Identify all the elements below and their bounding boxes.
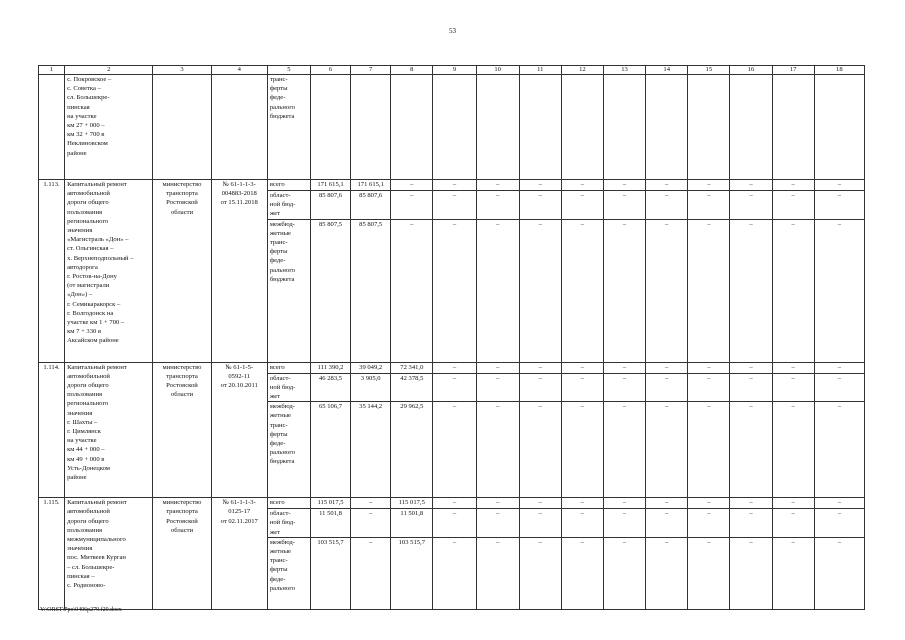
amount-cell: – xyxy=(646,180,688,191)
amount-cell: – xyxy=(730,402,772,498)
amount-cell: – xyxy=(603,402,645,498)
amount-cell: – xyxy=(561,373,603,402)
amount-c7: – xyxy=(351,498,391,509)
cell-empty xyxy=(772,75,814,180)
amount-cell: – xyxy=(476,537,519,609)
amount-cell: – xyxy=(603,219,645,362)
cell-num xyxy=(39,75,65,180)
funding-source: межбюд- жетные транс- ферты феде- рального xyxy=(267,537,310,609)
amount-cell: – xyxy=(772,362,814,373)
amount-cell: – xyxy=(646,219,688,362)
cell-doc xyxy=(211,75,267,180)
document-ref: № 61-1-1-3- 004883-2018 от 15.11.2018 xyxy=(211,180,267,363)
amount-cell: – xyxy=(433,373,476,402)
amount-cell: – xyxy=(519,191,561,220)
amount-cell: – xyxy=(519,373,561,402)
amount-c6: 85 807,6 xyxy=(310,191,350,220)
funding-source: област- ной бюд- жет xyxy=(267,191,310,220)
amount-cell: – xyxy=(476,180,519,191)
amount-cell: – xyxy=(519,402,561,498)
funding-source: област- ной бюд- жет xyxy=(267,373,310,402)
amount-cell: – xyxy=(730,373,772,402)
amount-cell: – xyxy=(772,180,814,191)
amount-cell: – xyxy=(730,509,772,538)
amount-cell: – xyxy=(561,191,603,220)
funding-source: всего xyxy=(267,498,310,509)
table-row xyxy=(39,180,865,191)
row-number: 1.113. xyxy=(39,180,65,363)
amount-cell: – xyxy=(688,537,730,609)
file-path-footer: Y:\ORST\Ppo\0406p279.f20.docx xyxy=(40,607,122,613)
amount-cell: – xyxy=(433,498,476,509)
row-number: 1.115. xyxy=(39,498,65,610)
amount-cell: – xyxy=(476,219,519,362)
amount-cell: – xyxy=(561,537,603,609)
amount-cell: – xyxy=(730,180,772,191)
amount-cell: – xyxy=(772,402,814,498)
column-number: 9 xyxy=(433,66,476,75)
amount-cell: – xyxy=(433,191,476,220)
amount-cell: – xyxy=(814,219,864,362)
amount-c7: – xyxy=(351,509,391,538)
amount-cell: – xyxy=(519,180,561,191)
amount-cell: – xyxy=(561,402,603,498)
amount-c7: 35 144,2 xyxy=(351,402,391,498)
amount-cell: – xyxy=(476,362,519,373)
cell-empty xyxy=(351,75,391,180)
amount-c7: 3 905,0 xyxy=(351,373,391,402)
amount-cell: – xyxy=(730,219,772,362)
cell-empty xyxy=(519,75,561,180)
customer: министерство транспорта Ростовской области xyxy=(153,362,211,498)
amount-cell: – xyxy=(433,509,476,538)
cell-object: с. Покровское – с. Советка – сл. Большекре- пинская на участке км 27 + 000 – км 32 + 700 в Неклиновском районе xyxy=(65,75,153,180)
amount-cell: – xyxy=(433,402,476,498)
amount-cell: – xyxy=(646,509,688,538)
amount-cell: – xyxy=(561,219,603,362)
row-number: 1.114. xyxy=(39,362,65,498)
amount-cell: 11 501,8 xyxy=(391,509,433,538)
cell-customer xyxy=(153,75,211,180)
amount-c7: 171 615,1 xyxy=(351,180,391,191)
amount-cell: – xyxy=(433,362,476,373)
amount-c6: 46 283,5 xyxy=(310,373,350,402)
amount-cell: – xyxy=(646,402,688,498)
column-number: 18 xyxy=(814,66,864,75)
amount-cell: – xyxy=(391,219,433,362)
amount-c7: – xyxy=(351,537,391,609)
amount-cell: – xyxy=(561,498,603,509)
funding-source: област- ной бюд- жет xyxy=(267,509,310,538)
amount-cell: – xyxy=(391,191,433,220)
object-name: Капитальный ремонт автомобильной дороги общего пользования регионального значения «Магистраль «Дон» – ст. Ольгинская – х. Верхнеподпольный – автодорога г. Ростов-на-Дону (от магистрали «Дон») – г. Семикаракорск – г. Волгодонск на участке км 1 + 700 – км 7 + 330 в Аксайском районе xyxy=(65,180,153,363)
cell-empty xyxy=(561,75,603,180)
amount-cell: – xyxy=(519,362,561,373)
customer: министерство транспорта Ростовской области xyxy=(153,498,211,610)
table-row xyxy=(39,362,865,373)
page-number: 53 xyxy=(449,27,456,35)
amount-cell: – xyxy=(730,362,772,373)
amount-cell: – xyxy=(476,402,519,498)
amount-cell: – xyxy=(772,219,814,362)
amount-cell: 42 378,5 xyxy=(391,373,433,402)
amount-cell: – xyxy=(519,509,561,538)
cell-empty xyxy=(433,75,476,180)
column-number: 11 xyxy=(519,66,561,75)
amount-cell: – xyxy=(433,180,476,191)
column-number: 17 xyxy=(772,66,814,75)
amount-cell: – xyxy=(646,498,688,509)
amount-c6: 85 807,5 xyxy=(310,219,350,362)
amount-cell: – xyxy=(646,362,688,373)
amount-cell: – xyxy=(772,537,814,609)
amount-cell: – xyxy=(814,509,864,538)
amount-cell: – xyxy=(772,373,814,402)
data-table xyxy=(38,65,865,610)
amount-cell: – xyxy=(772,498,814,509)
column-number: 8 xyxy=(391,66,433,75)
amount-cell: – xyxy=(814,498,864,509)
amount-cell: – xyxy=(772,191,814,220)
amount-cell: – xyxy=(603,373,645,402)
continuation-row xyxy=(39,75,865,180)
amount-cell: – xyxy=(772,509,814,538)
column-number: 5 xyxy=(267,66,310,75)
document-ref: № 61-1-5- 0592-11 от 20.10.2011 xyxy=(211,362,267,498)
column-number: 2 xyxy=(65,66,153,75)
funding-source: всего xyxy=(267,180,310,191)
amount-cell: – xyxy=(688,180,730,191)
amount-c7: 85 807,5 xyxy=(351,219,391,362)
column-number: 14 xyxy=(646,66,688,75)
amount-cell: – xyxy=(433,219,476,362)
amount-c6: 65 106,7 xyxy=(310,402,350,498)
amount-c6: 171 615,1 xyxy=(310,180,350,191)
column-number: 1 xyxy=(39,66,65,75)
amount-cell: – xyxy=(730,191,772,220)
amount-cell: – xyxy=(603,537,645,609)
amount-c6: 11 501,8 xyxy=(310,509,350,538)
amount-cell: – xyxy=(476,191,519,220)
amount-cell: – xyxy=(603,362,645,373)
amount-cell: – xyxy=(603,498,645,509)
amount-cell: – xyxy=(561,362,603,373)
object-name: Капитальный ремонт автомобильной дороги общего пользования регионального значения г. Шахты – г. Цимлянск на участке км 44 + 000 – км 49 + 000 в Усть-Донецком районе xyxy=(65,362,153,498)
amount-cell: 115 017,5 xyxy=(391,498,433,509)
cell-empty xyxy=(391,75,433,180)
cell-empty xyxy=(646,75,688,180)
document-ref: № 61-1-1-3- 0125-17 от 02.11.2017 xyxy=(211,498,267,610)
amount-cell: – xyxy=(433,537,476,609)
amount-cell: – xyxy=(814,362,864,373)
amount-c7: 85 807,6 xyxy=(351,191,391,220)
column-number: 16 xyxy=(730,66,772,75)
cell-empty xyxy=(688,75,730,180)
cell-empty xyxy=(310,75,350,180)
amount-cell: – xyxy=(688,362,730,373)
amount-cell: – xyxy=(603,509,645,538)
amount-cell: – xyxy=(688,191,730,220)
amount-cell: 103 515,7 xyxy=(391,537,433,609)
funding-source: межбюд- жетные транс- ферты феде- рального бюджета xyxy=(267,219,310,362)
amount-cell: – xyxy=(646,373,688,402)
cell-source: транс- ферты феде- рального бюджета xyxy=(267,75,310,180)
column-number: 6 xyxy=(310,66,350,75)
column-number: 12 xyxy=(561,66,603,75)
amount-cell: – xyxy=(391,180,433,191)
amount-cell: – xyxy=(476,509,519,538)
amount-cell: – xyxy=(519,219,561,362)
amount-c6: 103 515,7 xyxy=(310,537,350,609)
funding-source: межбюд- жетные транс- ферты феде- рального бюджета xyxy=(267,402,310,498)
amount-cell: – xyxy=(561,509,603,538)
customer: министерство транспорта Ростовской области xyxy=(153,180,211,363)
amount-cell: – xyxy=(688,219,730,362)
amount-c6: 111 390,2 xyxy=(310,362,350,373)
cell-empty xyxy=(603,75,645,180)
amount-cell: – xyxy=(519,537,561,609)
cell-empty xyxy=(814,75,864,180)
table-row xyxy=(39,498,865,509)
amount-cell: – xyxy=(688,402,730,498)
column-number-row xyxy=(39,66,865,75)
amount-cell: – xyxy=(646,191,688,220)
amount-cell: – xyxy=(730,498,772,509)
amount-cell: – xyxy=(561,180,603,191)
column-number: 7 xyxy=(351,66,391,75)
cell-empty xyxy=(730,75,772,180)
amount-cell: – xyxy=(603,191,645,220)
amount-c6: 115 017,5 xyxy=(310,498,350,509)
amount-cell: – xyxy=(476,498,519,509)
amount-cell: – xyxy=(814,537,864,609)
object-name: Капитальный ремонт автомобильной дороги общего пользования межмуниципального значения пос. Митвеев Курган – сл. Большекре- пинская – с. Родионово- xyxy=(65,498,153,610)
column-number: 3 xyxy=(153,66,211,75)
column-number: 13 xyxy=(603,66,645,75)
column-number: 15 xyxy=(688,66,730,75)
amount-cell: – xyxy=(814,180,864,191)
amount-cell: 72 341,0 xyxy=(391,362,433,373)
amount-cell: – xyxy=(688,498,730,509)
funding-source: всего xyxy=(267,362,310,373)
amount-cell: – xyxy=(814,402,864,498)
amount-cell: – xyxy=(519,498,561,509)
amount-cell: – xyxy=(603,180,645,191)
amount-c7: 39 049,2 xyxy=(351,362,391,373)
amount-cell: – xyxy=(688,373,730,402)
column-number: 4 xyxy=(211,66,267,75)
column-number: 10 xyxy=(476,66,519,75)
amount-cell: – xyxy=(476,373,519,402)
amount-cell: – xyxy=(646,537,688,609)
amount-cell: 29 962,5 xyxy=(391,402,433,498)
amount-cell: – xyxy=(730,537,772,609)
amount-cell: – xyxy=(814,373,864,402)
amount-cell: – xyxy=(688,509,730,538)
amount-cell: – xyxy=(814,191,864,220)
cell-empty xyxy=(476,75,519,180)
